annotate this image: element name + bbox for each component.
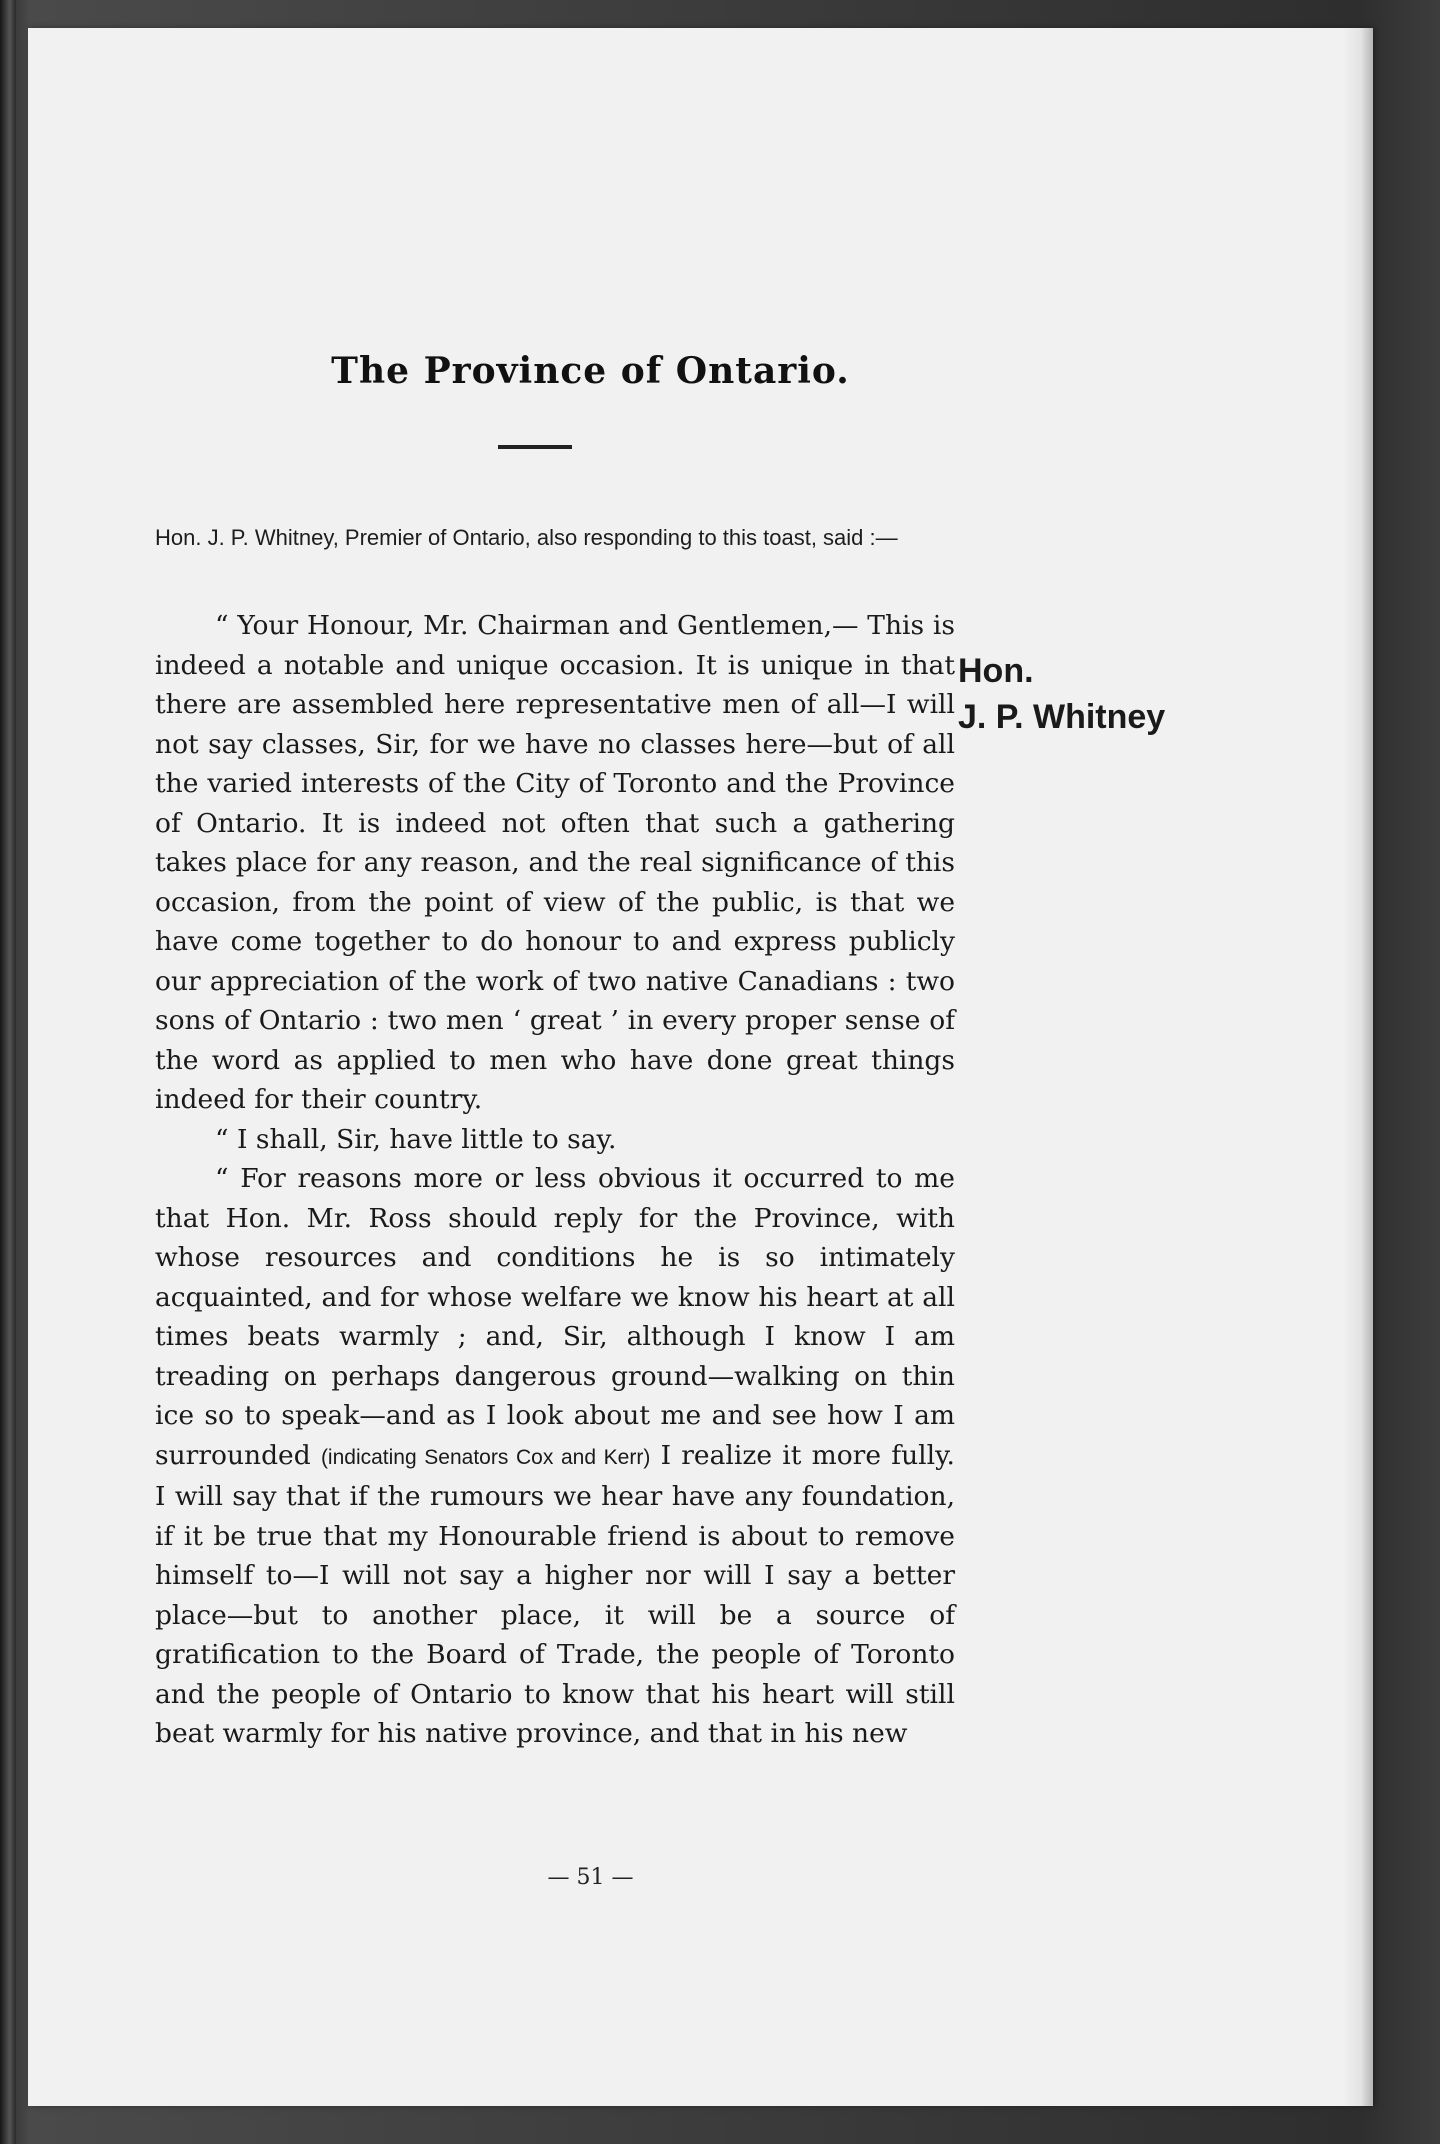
paragraph-2: “ I shall, Sir, have little to say. — [215, 1123, 617, 1155]
margin-note-line-1: Hon. — [958, 652, 1034, 690]
margin-note — [958, 648, 1165, 740]
stage-direction: (indicating Senators Cox and Kerr) — [320, 1445, 651, 1469]
book-page — [28, 28, 1373, 2106]
speech-text — [155, 606, 955, 1754]
page-edge-fray — [1343, 28, 1373, 2106]
margin-note-line-2: J. P. Whitney — [958, 698, 1166, 736]
paragraph-3 — [155, 1159, 955, 1754]
paragraph-3-part-a: “ For reasons more or less obvious it occurred to me that Hon. Mr. Ross should reply for the Province, with whose resources and conditions he is so intimately acquainted, and for whose welfare we know his heart at all times beats warmly ; and, Sir, although I know I am treading on perhaps dangerous ground—walking on thin ice so to speak—and as I look about me and see how I am surrounded — [155, 1163, 955, 1471]
page-title: The Province of Ontario. — [331, 350, 850, 392]
paragraph-1: “ Your Honour, Mr. Chairman and Gentlemen,— This is indeed a notable and unique occasion. It is unique in that there are assembled here representative men of all—I will not say classes, Sir, for we have no classes here—but of all the varied interests of the City of Toronto and the Province of Ontario. It is indeed not often that such a gathering takes place for any reason, and the real significance of this occasion, from the point of view of the public, is that we have come together to do honour to and express publicly our appreciation of the work of two native Canadians : two sons of Ontario : two men ‘ great ’ in every proper sense of the word as applied to men who have done great things indeed for their country. — [155, 610, 955, 1115]
page-number: — 51 — — [547, 1865, 634, 1890]
paragraph-3-part-c: I realize it more fully. I will say that if the rumours we hear have any foundation, if it be true that my Honourable friend is about to remove himself to—I will not say a higher nor will I say a better place—but to another place, it will be a source of gratification to the Board of Trade, the people of Toronto and the people of Ontario to know that his heart will still beat warmly for his native province, and that in his new — [155, 1439, 955, 1749]
binding-edge — [0, 0, 16, 2144]
intro-line: Hon. J. P. Whitney, Premier of Ontario, also responding to this toast, said :— — [155, 525, 898, 550]
title-rule — [498, 445, 572, 449]
